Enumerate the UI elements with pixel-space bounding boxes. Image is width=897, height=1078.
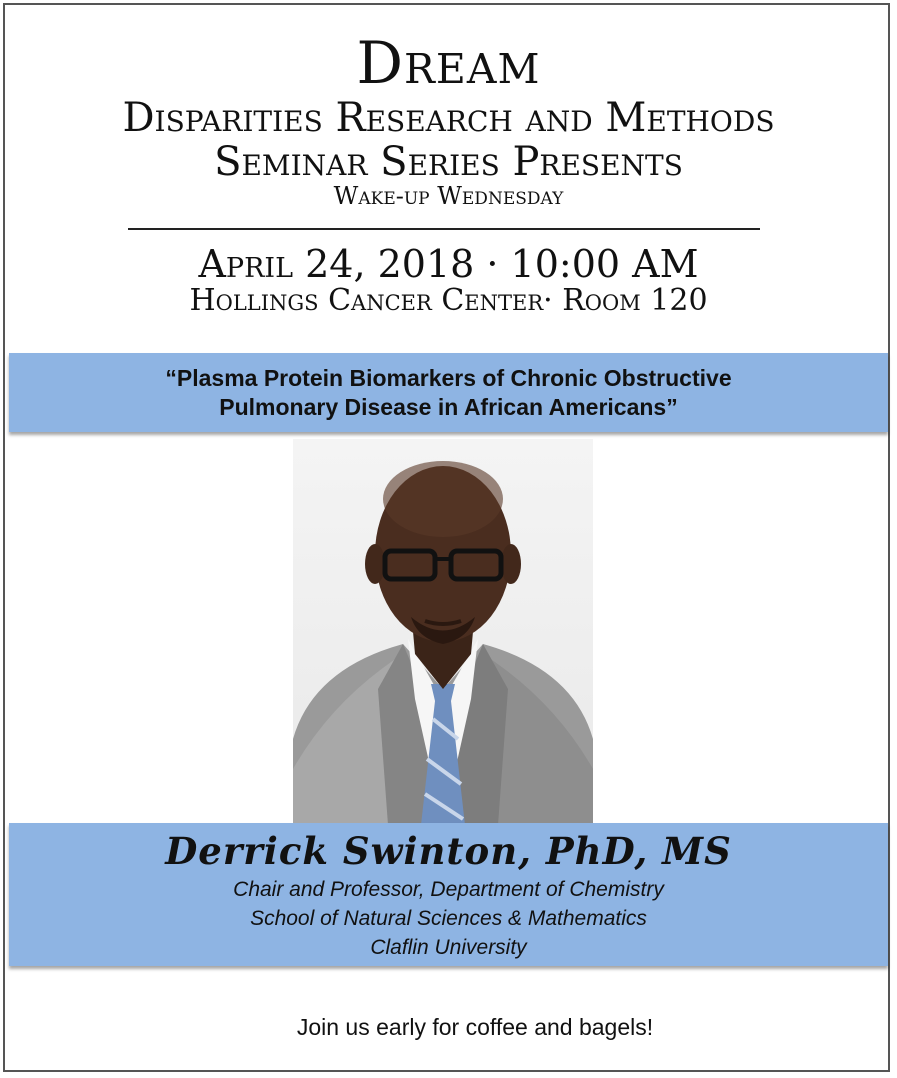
speaker-affiliation-line2: School of Natural Sciences & Mathematics xyxy=(250,907,647,930)
talk-title-line2: Pulmonary Disease in African Americans” xyxy=(219,394,678,420)
talk-title xyxy=(9,364,888,422)
speaker-affiliation-line1: Chair and Professor, Department of Chemistry xyxy=(233,878,664,901)
event-datetime: April 24, 2018 · 10:00 AM xyxy=(198,242,699,286)
talk-title-band xyxy=(9,353,888,432)
speaker-affiliation-line3: Claflin University xyxy=(370,936,527,959)
speaker-name: Derrick Swinton, PhD, MS xyxy=(165,829,732,873)
subseries-label: Wake-up Wednesday xyxy=(333,182,564,210)
divider xyxy=(128,228,760,230)
speaker-band xyxy=(9,823,888,966)
speaker-photo xyxy=(293,439,593,825)
event-location: Hollings Cancer Center· Room 120 xyxy=(189,283,708,318)
series-title-line2: Seminar Series Presents xyxy=(214,139,683,185)
series-title-line1: Disparities Research and Methods xyxy=(122,95,775,141)
talk-title-line1: “Plasma Protein Biomarkers of Chronic Obstructive xyxy=(165,365,732,391)
series-acronym: Dream xyxy=(356,29,541,97)
footer-note: Join us early for coffee and bagels! xyxy=(296,1014,654,1040)
